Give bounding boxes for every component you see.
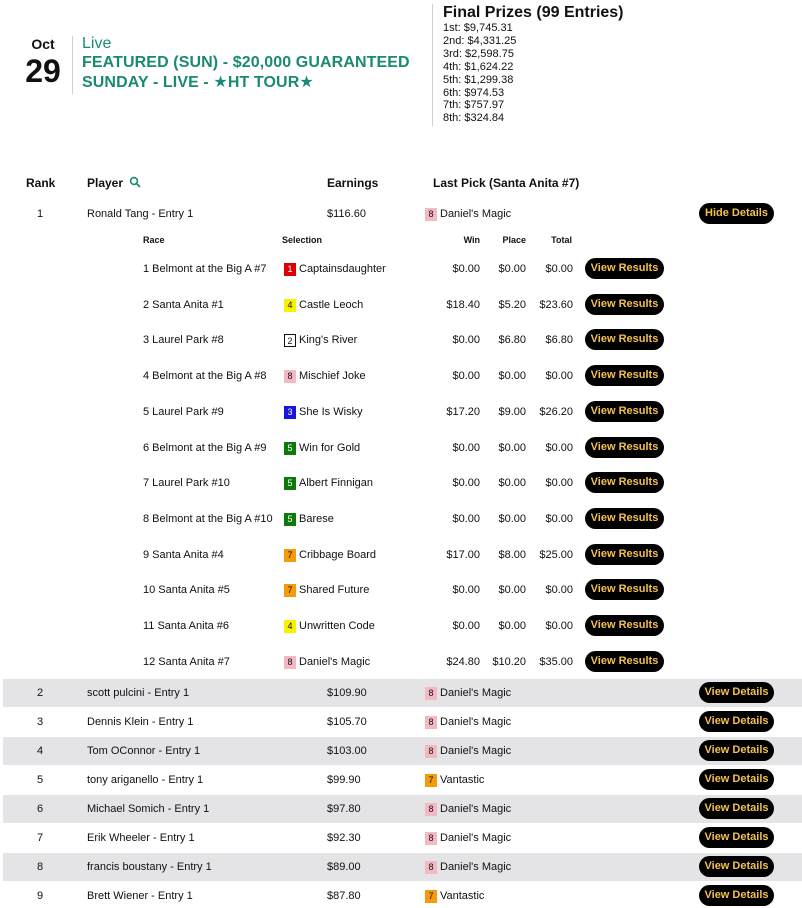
total-amount: $0.00: [545, 370, 573, 382]
horse-name: She Is Wisky: [299, 406, 363, 418]
total-amount: $25.00: [539, 549, 573, 561]
place-amount: $10.20: [492, 656, 526, 668]
horse-name: Daniel's Magic: [440, 208, 512, 220]
post-number-badge: 5: [284, 442, 296, 455]
place-amount: $0.00: [498, 513, 526, 525]
row-rank: 8: [36, 861, 44, 873]
event-day: 29: [25, 53, 61, 89]
horse-name: Vantastic: [440, 774, 485, 786]
row-rank: 4: [36, 745, 44, 757]
post-number-badge: 4: [284, 620, 296, 633]
row-rank: 3: [36, 716, 44, 728]
event-title: [82, 34, 412, 93]
win-amount: $0.00: [452, 263, 480, 275]
race-name: 10 Santa Anita #5: [143, 584, 230, 596]
place-amount: $0.00: [498, 620, 526, 632]
race-result-row: [0, 575, 802, 605]
post-number-badge: 8: [425, 687, 437, 700]
row-earnings: $116.60: [327, 208, 366, 220]
search-icon[interactable]: [129, 176, 141, 188]
view-results-button[interactable]: View Results: [585, 294, 664, 315]
total-amount: $23.60: [539, 299, 573, 311]
view-details-button[interactable]: View Details: [699, 769, 774, 790]
post-number-badge: 8: [425, 208, 437, 221]
place-amount: $0.00: [498, 263, 526, 275]
sub-header-selection: Selection: [282, 235, 323, 245]
horse-name: Daniel's Magic: [440, 803, 512, 815]
win-amount: $0.00: [452, 370, 480, 382]
row-rank: 6: [36, 803, 44, 815]
leaderboard-row[interactable]: [3, 795, 802, 823]
row-last-pick: [425, 802, 511, 816]
post-number-badge: 1: [284, 263, 296, 276]
prize-line: 8th: $324.84: [443, 112, 505, 125]
total-amount: $6.80: [545, 334, 573, 346]
total-amount: $35.00: [539, 656, 573, 668]
view-results-button[interactable]: View Results: [585, 401, 664, 422]
place-amount: $8.00: [498, 549, 526, 561]
leaderboard-row[interactable]: [3, 708, 802, 736]
leaderboard-row-expanded[interactable]: [3, 200, 802, 228]
row-player: Dennis Klein - Entry 1: [87, 716, 194, 728]
post-number-badge: 7: [284, 584, 296, 597]
race-result-row: [0, 611, 802, 641]
leaderboard-row[interactable]: [3, 766, 802, 794]
total-amount: $26.20: [539, 406, 573, 418]
place-amount: $0.00: [498, 584, 526, 596]
race-result-row: [0, 254, 802, 284]
horse-name: Daniel's Magic: [440, 832, 512, 844]
post-number-badge: 7: [425, 890, 437, 903]
row-earnings: $109.90: [327, 687, 367, 699]
horse-name: Unwritten Code: [299, 620, 375, 632]
win-amount: $0.00: [452, 584, 480, 596]
selection: [284, 369, 366, 383]
horse-name: Cribbage Board: [299, 549, 377, 561]
view-results-button[interactable]: View Results: [585, 615, 664, 636]
race-result-row: [0, 433, 802, 463]
horse-name: Albert Finnigan: [299, 477, 373, 489]
selection: [284, 548, 376, 562]
horse-name: Shared Future: [299, 584, 370, 596]
view-details-button[interactable]: View Details: [699, 885, 774, 906]
total-amount: $0.00: [545, 263, 573, 275]
horse-name: Vantastic: [440, 890, 485, 902]
view-results-button[interactable]: View Results: [585, 365, 664, 386]
row-last-pick: [425, 773, 484, 787]
race-result-row: [0, 361, 802, 391]
row-last-pick: [425, 744, 511, 758]
leaderboard-row[interactable]: [3, 882, 802, 908]
post-number-badge: 4: [284, 299, 296, 312]
post-number-badge: 7: [284, 549, 296, 562]
horse-name: Daniel's Magic: [440, 861, 512, 873]
row-earnings: $97.80: [327, 803, 361, 815]
column-header-last-pick[interactable]: Last Pick (Santa Anita #7): [433, 176, 580, 190]
place-amount: $6.80: [498, 334, 526, 346]
row-last-pick: [425, 860, 511, 874]
race-name: 7 Laurel Park #10: [143, 477, 230, 489]
win-amount: $0.00: [452, 442, 480, 454]
row-player: scott pulcini - Entry 1: [87, 687, 190, 699]
post-number-badge: 7: [425, 774, 437, 787]
view-details-button[interactable]: View Details: [699, 827, 774, 848]
race-name: 2 Santa Anita #1: [143, 299, 224, 311]
prize-line: 5th: $1,299.38: [443, 73, 514, 86]
horse-name: Win for Gold: [299, 442, 361, 454]
row-earnings: $87.80: [327, 890, 361, 902]
row-last-pick: [425, 831, 511, 845]
event-month: Oct: [31, 36, 55, 52]
race-name: 11 Santa Anita #6: [143, 620, 230, 632]
prize-line: 6th: $974.53: [443, 86, 505, 99]
view-details-button[interactable]: View Details: [699, 856, 774, 877]
post-number-badge: 5: [284, 513, 296, 526]
prize-line: 2nd: $4,331.25: [443, 34, 517, 47]
prize-line: 1st: $9,745.31: [443, 22, 513, 34]
leaderboard-row[interactable]: [3, 679, 802, 707]
horse-name: Mischief Joke: [299, 370, 366, 382]
horse-name: Castle Leoch: [299, 299, 364, 311]
row-rank: 7: [36, 832, 44, 844]
row-rank: 5: [36, 774, 44, 786]
total-amount: $0.00: [545, 620, 573, 632]
row-earnings: $99.90: [327, 774, 361, 786]
race-name: 1 Belmont at the Big A #7: [143, 263, 267, 275]
horse-name: Barese: [299, 513, 334, 525]
total-amount: $0.00: [545, 584, 573, 596]
selection: [284, 262, 386, 276]
race-name: 3 Laurel Park #8: [143, 334, 224, 346]
view-results-button[interactable]: View Results: [585, 651, 664, 672]
sub-header-win: Win: [463, 235, 480, 245]
selection: [284, 476, 373, 490]
column-header-rank[interactable]: Rank: [26, 176, 56, 190]
post-number-badge: 8: [425, 861, 437, 874]
prize-line: 4th: $1,624.22: [443, 60, 514, 73]
race-name: 5 Laurel Park #9: [143, 406, 224, 418]
place-amount: $0.00: [498, 442, 526, 454]
horse-name: Daniel's Magic: [299, 656, 371, 668]
row-player: tony ariganello - Entry 1: [87, 774, 204, 786]
total-amount: $0.00: [545, 477, 573, 489]
race-result-row: [0, 468, 802, 498]
selection: [284, 583, 369, 597]
post-number-badge: 8: [425, 745, 437, 758]
view-results-button[interactable]: View Results: [585, 329, 664, 350]
view-details-button[interactable]: View Details: [699, 740, 774, 761]
column-header-player[interactable]: [87, 176, 141, 190]
view-results-button[interactable]: View Results: [585, 544, 664, 565]
prize-line: 3rd: $2,598.75: [443, 47, 514, 60]
sub-header-total: Total: [551, 235, 572, 245]
selection: [284, 655, 370, 669]
leaderboard-row[interactable]: [3, 824, 802, 852]
post-number-badge: 8: [425, 832, 437, 845]
total-amount: $0.00: [545, 513, 573, 525]
win-amount: $17.00: [446, 549, 480, 561]
leaderboard-row[interactable]: [3, 737, 802, 765]
horse-name: Captainsdaughter: [299, 263, 386, 275]
row-player: francis boustany - Entry 1: [87, 861, 212, 873]
event-status: Live: [82, 35, 112, 52]
prize-list: [443, 22, 663, 125]
race-name: 8 Belmont at the Big A #10: [143, 513, 273, 525]
race-name: 12 Santa Anita #7: [143, 656, 230, 668]
selection: [284, 441, 360, 455]
place-amount: $5.20: [498, 299, 526, 311]
horse-name: King's River: [299, 334, 358, 346]
leaderboard-row[interactable]: [3, 853, 802, 881]
win-amount: $18.40: [446, 299, 480, 311]
win-amount: $17.20: [446, 406, 480, 418]
view-results-button[interactable]: View Results: [585, 579, 664, 600]
row-last-pick: [425, 889, 484, 903]
row-earnings: $92.30: [327, 832, 361, 844]
race-result-row: [0, 540, 802, 570]
race-result-row: [0, 504, 802, 534]
selection: [284, 405, 363, 419]
win-amount: $0.00: [452, 334, 480, 346]
row-last-pick: [425, 686, 511, 700]
event-date: [20, 36, 66, 88]
win-amount: $0.00: [452, 477, 480, 489]
column-header-player-label: Player: [87, 176, 124, 190]
race-name: 9 Santa Anita #4: [143, 549, 224, 561]
race-name: 4 Belmont at the Big A #8: [143, 370, 267, 382]
hide-details-button[interactable]: Hide Details: [699, 203, 774, 224]
view-results-button[interactable]: View Results: [585, 258, 664, 279]
view-results-button[interactable]: View Results: [585, 508, 664, 529]
row-player: Brett Wiener - Entry 1: [87, 890, 193, 902]
total-amount: $0.00: [545, 442, 573, 454]
post-number-badge: 8: [425, 716, 437, 729]
row-player: Erik Wheeler - Entry 1: [87, 832, 195, 844]
win-amount: $24.80: [446, 656, 480, 668]
row-rank: 2: [36, 687, 44, 699]
race-result-row: [0, 647, 802, 677]
post-number-badge: 3: [284, 406, 296, 419]
divider: [432, 4, 433, 126]
row-player: Ronald Tang - Entry 1: [87, 208, 194, 220]
win-amount: $0.00: [452, 620, 480, 632]
view-details-button[interactable]: View Details: [699, 682, 774, 703]
post-number-badge: 2: [284, 334, 296, 347]
race-result-row: [0, 397, 802, 427]
row-earnings: $103.00: [327, 745, 367, 757]
horse-name: Daniel's Magic: [440, 745, 512, 757]
row-rank: 9: [36, 890, 44, 902]
event-name: FEATURED (SUN) - $20,000 GUARANTEED SUNDAY - LIVE - ★HT TOUR★: [82, 54, 410, 91]
prize-line: 7th: $757.97: [443, 99, 505, 112]
place-amount: $0.00: [498, 370, 526, 382]
row-earnings: $89.00: [327, 861, 361, 873]
sub-header-place: Place: [502, 235, 526, 245]
view-details-button[interactable]: View Details: [699, 711, 774, 732]
win-amount: $0.00: [452, 513, 480, 525]
selection: [284, 298, 363, 312]
place-amount: $9.00: [498, 406, 526, 418]
row-last-pick: [425, 207, 511, 221]
race-result-row: [0, 325, 802, 355]
post-number-badge: 8: [284, 656, 296, 669]
view-results-button[interactable]: View Results: [585, 437, 664, 458]
row-last-pick: [425, 715, 511, 729]
selection: [284, 619, 375, 633]
row-player: Michael Somich - Entry 1: [87, 803, 210, 815]
horse-name: Daniel's Magic: [440, 716, 512, 728]
sub-header-race: Race: [143, 235, 165, 245]
row-player: Tom OConnor - Entry 1: [87, 745, 201, 757]
final-prizes: [443, 4, 663, 125]
row-rank: 1: [36, 208, 44, 220]
post-number-badge: 8: [425, 803, 437, 816]
prizes-title: Final Prizes (99 Entries): [443, 4, 624, 21]
post-number-badge: 5: [284, 477, 296, 490]
race-result-row: [0, 290, 802, 320]
selection: [284, 333, 357, 347]
horse-name: Daniel's Magic: [440, 687, 512, 699]
view-details-button[interactable]: View Details: [699, 798, 774, 819]
row-earnings: $105.70: [327, 716, 367, 728]
race-name: 6 Belmont at the Big A #9: [143, 442, 267, 454]
view-results-button[interactable]: View Results: [585, 472, 664, 493]
divider: [72, 36, 73, 94]
place-amount: $0.00: [498, 477, 526, 489]
column-header-earnings[interactable]: Earnings: [327, 176, 379, 190]
selection: [284, 512, 334, 526]
post-number-badge: 8: [284, 370, 296, 383]
